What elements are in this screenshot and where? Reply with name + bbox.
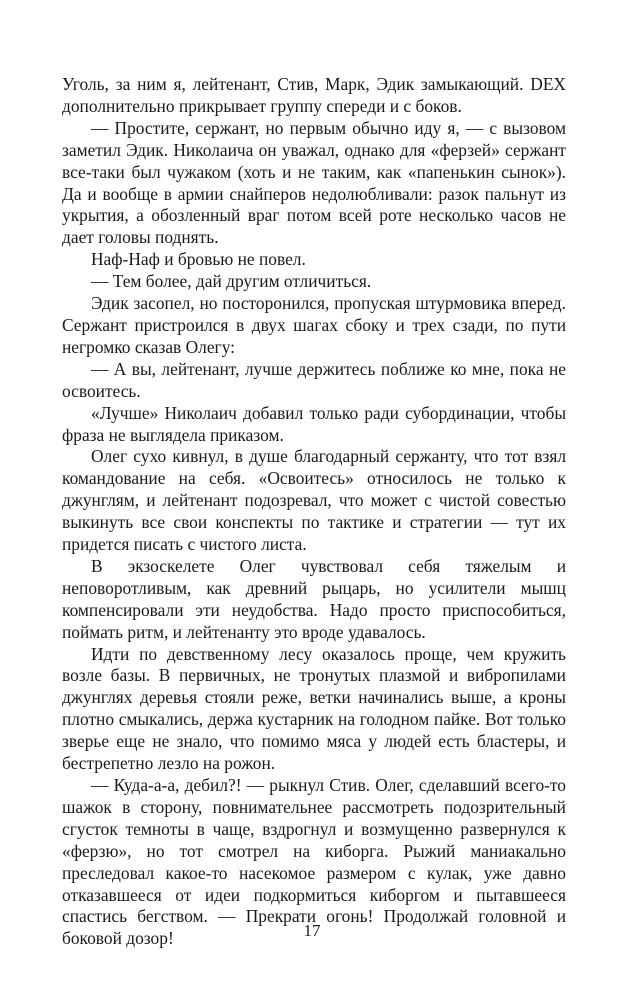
paragraph-7: «Лучше» Николаич добавил только ради субординации, чтобы фраза не выглядела приказом. [62,402,566,445]
page-text [62,74,566,950]
paragraph-6: — А вы, лейтенант, лучше держитесь поближе ко мне, пока не освоитесь. [62,358,566,401]
paragraph-2: — Простите, сержант, но первым обычно иду я, — с вызовом заметил Эдик. Николаича он уважал, однако для «ферзей» сержант все-таки был чужаком (хоть и не таким, как «папенькин сынок»). Да и вообще в армии снайперов недолюбливали: разок пальнут из укрытия, а обозленный враг потом всей роте несколько часов не дает головы поднять. [62,117,566,248]
paragraph-4: — Тем более, дай другим отличиться. [91,271,372,292]
paragraph-3: Наф-Наф и бровью не повел. [91,249,306,270]
paragraph-5: Эдик засопел, но посторонился, пропуская штурмовика вперед. Сержант пристроился в двух шагах сбоку и трех сзади, по пути негромко сказав Олегу: [62,293,566,357]
page-number: 17 [303,921,321,940]
paragraph-9: В экзоскелете Олег чувствовал себя тяжелым и неповоротливым, как древний рыцарь, но усилители мышц компенсировали эти неудобства. Надо просто приспособиться, поймать ритм, и лейтенанту это вроде удавалось. [62,555,566,642]
paragraph-11: — Куда-а-а, дебил?! — рыкнул Стив. Олег, сделавший всего-то шажок в сторону, повнимательнее рассмотреть подозрительный сгусток темноты в чаще, вздрогнул и возмущенно развернулся к «ферзю», но тот смотрел на киборга. Рыжий маниакально преследовал какое-то насекомое размером с кулак, уже давно отказавшееся от идеи подкормиться киборгом и пытавшееся спастись бегством. — Прекрати огонь! Продолжай головной и боковой дозор! [62,775,566,949]
paragraph-1: Уголь, за ним я, лейтенант, Стив, Марк, Эдик замыкающий. DEX дополнительно прикрывает группу спереди и с боков. [62,74,566,116]
paragraph-10: Идти по девственному лесу оказалось проще, чем кружить возле базы. В первичных, не тронутых плазмой и вибропилами джунглях деревья стояли реже, ветки начинались выше, а кроны плотно смыкались, держа кустарник на голодном пайке. Вот только зверье еще не знало, что помимо мяса у людей есть бластеры, и бестрепетно лезло на рожон. [62,643,566,774]
paragraph-8: Олег сухо кивнул, в душе благодарный сержанту, что тот взял командование на себя. «Освоитесь» относилось не только к джунглям, и лейтенант подозревал, что может с чистой совестью выкинуть все свои конспекты по тактике и стратегии — тут их придется писать с чистого листа. [62,446,566,555]
